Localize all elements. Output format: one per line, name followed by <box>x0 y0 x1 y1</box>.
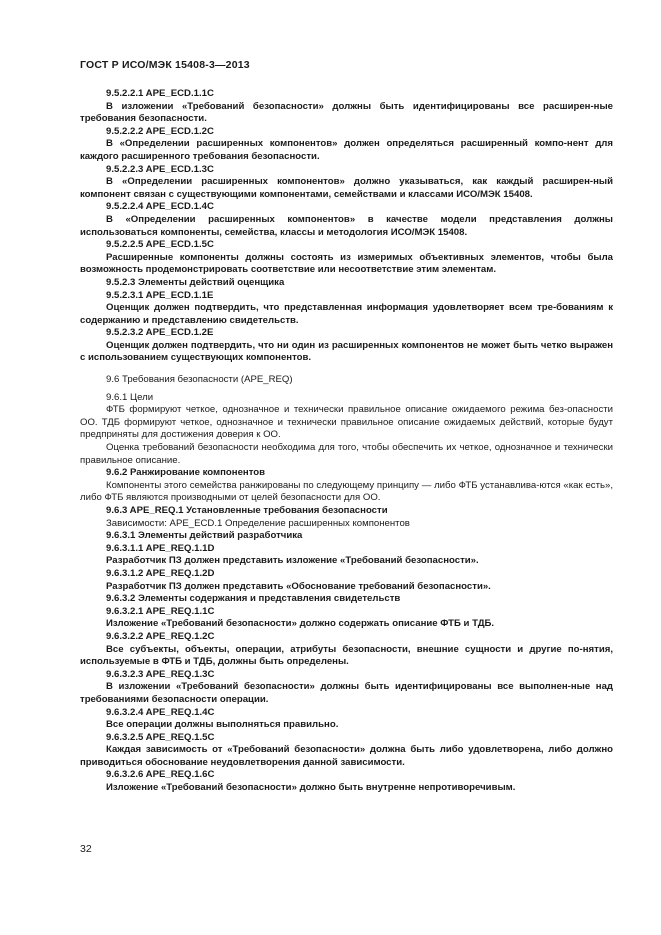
paragraph: Зависимости: APE_ECD.1 Определение расширенных компонентов <box>106 517 410 529</box>
paragraph: Оценщик должен подтвердить, что представленная информация удовлетворяет всем тре-бованиям к содержанию и представлению свидетельств. <box>80 302 613 326</box>
paragraph: В «Определении расширенных компонентов» должен определяться расширенный компо-нент для каждого расширенного требования безопасности. <box>80 138 613 162</box>
document-body <box>80 88 613 795</box>
paragraph: 9.5.2.3 Элементы действий оценщика <box>106 276 285 288</box>
paragraph: 9.5.2.2.1 APE_ECD.1.1C <box>106 88 214 99</box>
paragraph: 9.6.3.1.1 APE_REQ.1.1D <box>106 542 215 554</box>
paragraph: ФТБ формируют четкое, однозначное и технически правильное описание ожидаемого режима без-опасности ОО. ТДБ формируют четкое, однозначное и технически правильное описание ожидаемых действий, которые будут предприняты для достижения доверия к ОО. <box>80 404 613 441</box>
paragraph: 9.6 Требования безопасности (APE_REQ) <box>106 374 293 386</box>
paragraph: 9.6.3.2.6 APE_REQ.1.6C <box>106 769 215 781</box>
paragraph: 9.6.3.2.4 APE_REQ.1.4C <box>106 706 215 718</box>
paragraph: Расширенные компоненты должны состоять из измеримых объективных элементов, чтобы была возможность продемонстрировать соответствие или несоответствие этим элементам. <box>80 251 613 276</box>
paragraph: 9.5.2.2.4 APE_ECD.1.4C <box>106 201 214 213</box>
paragraph: 9.6.3.2.1 APE_REQ.1.1C <box>106 605 215 617</box>
paragraph: Изложение «Требований безопасности» должно быть внутренне непротиворечивым. <box>106 782 516 794</box>
paragraph: 9.6.2 Ранжирование компонентов <box>106 467 266 479</box>
paragraph: 9.6.3.2 Элементы содержания и представления свидетельств <box>106 593 401 605</box>
paragraph: Оценка требований безопасности необходима для того, чтобы обеспечить их четкое, однозначное и технически правильное описание. <box>80 442 613 466</box>
paragraph: Компоненты этого семейства ранжированы по следующему принципу — либо ФТБ устанавлива-ются «как есть», либо ФТБ являются производными от целей безопасности для ОО. <box>80 479 613 504</box>
paragraph: 9.5.2.2.5 APE_ECD.1.5C <box>106 239 214 251</box>
paragraph: 9.6.3.2.2 APE_REQ.1.2C <box>106 630 215 642</box>
paragraph: В «Определении расширенных компонентов» должно указываться, как каждый расширен-ный компонент связан с существующими компонентами, семействами и классами ИСО/МЭК 15408. <box>80 176 613 200</box>
paragraph: В «Определении расширенных компонентов» в качестве модели представления должны использоваться компоненты, семейства, классы и методология ИСО/МЭК 15408. <box>80 213 613 238</box>
paragraph: 9.5.2.2.3 APE_ECD.1.3C <box>106 163 214 175</box>
paragraph: Оценщик должен подтвердить, что ни один из расширенных компонентов не может быть четко выражен с использованием существующих компонентов. <box>80 339 613 364</box>
paragraph: 9.6.3 APE_REQ.1 Установленные требования безопасности <box>106 505 388 516</box>
paragraph: 9.6.3.2.5 APE_REQ.1.5C <box>106 731 215 743</box>
page-number: 32 <box>80 843 92 855</box>
paragraph: 9.6.1 Цели <box>106 391 154 403</box>
paragraph: Каждая зависимость от «Требований безопасности» должна быть либо удовлетворена, либо должно приводиться обоснование неудовлетворения данной зависимости. <box>80 744 613 768</box>
paragraph: 9.5.2.2.2 APE_ECD.1.2C <box>106 125 214 137</box>
paragraph: 9.5.2.3.2 APE_ECD.1.2E <box>106 327 214 339</box>
paragraph: В изложении «Требований безопасности» должны быть идентифицированы все расширен-ные требования безопасности. <box>80 100 613 125</box>
paragraph: 9.6.3.1.2 APE_REQ.1.2D <box>106 567 215 579</box>
paragraph: Изложение «Требований безопасности» должно содержать описание ФТБ и ТДБ. <box>106 618 495 630</box>
paragraph: Все субъекты, объекты, операции, атрибуты безопасности, внешние сущности и другие по-нятия, используемые в ФТБ и ТДБ, должны быть определены. <box>80 643 613 668</box>
paragraph: 9.6.3.1 Элементы действий разработчика <box>106 530 303 542</box>
paragraph: Разработчик ПЗ должен представить изложение «Требований безопасности». <box>106 555 479 567</box>
paragraph: 9.5.2.3.1 APE_ECD.1.1E <box>106 289 214 301</box>
paragraph: В изложении «Требований безопасности» должны быть идентифицированы все выполнен-ные над требованиями безопасности операции. <box>80 681 613 705</box>
paragraph: Разработчик ПЗ должен представить «Обоснование требований безопасности». <box>106 580 491 592</box>
paragraph: Все операции должны выполняться правильно. <box>106 719 339 731</box>
paragraph: 9.6.3.2.3 APE_REQ.1.3C <box>106 668 215 680</box>
document-header: ГОСТ Р ИСО/МЭК 15408-3—2013 <box>80 59 250 71</box>
